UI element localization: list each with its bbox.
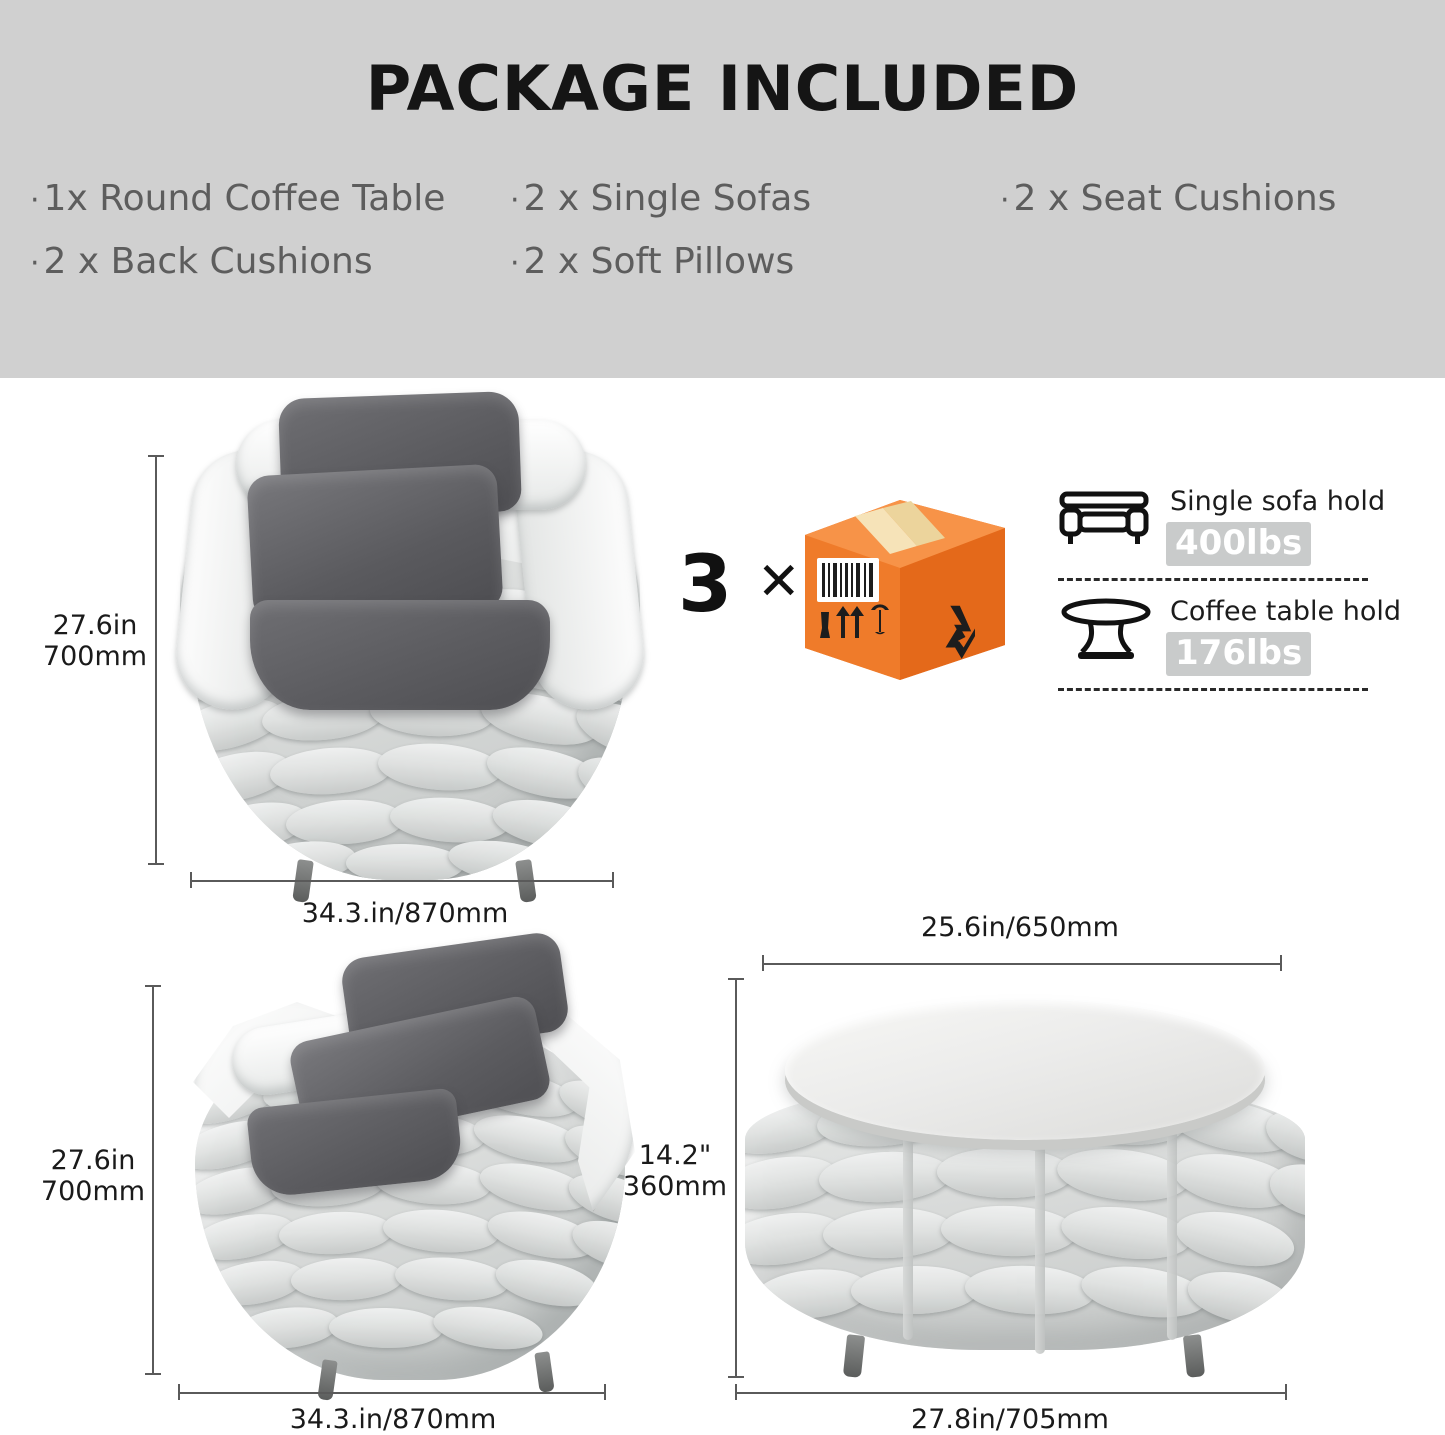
dimension-cap <box>728 978 744 980</box>
table-bottom-width-label: 27.8in/705mm <box>911 1404 1109 1435</box>
table-leg <box>843 1334 865 1378</box>
page-title: PACKAGE INCLUDED <box>365 52 1080 125</box>
single-sofa-side-view <box>145 940 665 1400</box>
seat-cushion <box>250 600 550 710</box>
spec-divider <box>1058 578 1368 581</box>
chair-side-width-label: 34.3.in/870mm <box>289 1404 497 1435</box>
list-item-label: 2 x Soft Pillows <box>523 241 795 282</box>
package-included-header <box>0 0 1445 378</box>
table-top-width-label: 25.6in/650mm <box>921 912 1119 943</box>
package-list-row <box>30 241 1420 282</box>
dimension-cap <box>1280 955 1282 971</box>
bullet-icon: · <box>30 182 40 218</box>
list-item-label: 2 x Seat Cushions <box>1013 178 1337 219</box>
spec-label-sofa: Single sofa hold <box>1170 486 1386 517</box>
dimension-line-horizontal <box>190 880 614 882</box>
dimension-cap <box>604 1384 606 1400</box>
table-height-label: 14.2" 360mm <box>622 1140 728 1203</box>
carton-count: 3 <box>678 540 735 630</box>
list-item-label: 2 x Single Sofas <box>523 178 812 219</box>
list-item-label: 2 x Back Cushions <box>43 241 373 282</box>
list-item <box>510 241 1000 282</box>
multiply-icon: ✕ <box>757 552 803 612</box>
table-stone-top <box>785 1000 1265 1140</box>
list-item <box>30 241 510 282</box>
spec-value-table: 176lbs <box>1166 632 1311 676</box>
dimension-cap <box>148 455 164 457</box>
list-item-empty <box>1000 241 1420 282</box>
dimension-cap <box>762 955 764 971</box>
dimension-cap <box>728 1376 744 1378</box>
list-item <box>1000 178 1420 219</box>
package-list-row <box>30 178 1420 219</box>
dimension-cap <box>735 1384 737 1400</box>
list-item <box>30 178 510 219</box>
dimension-cap <box>145 1373 161 1375</box>
spec-divider <box>1058 688 1368 691</box>
table-frame-rib <box>903 1100 913 1340</box>
soft-pillow <box>246 464 503 622</box>
dimension-line-horizontal <box>762 963 1282 965</box>
round-coffee-table <box>735 970 1325 1390</box>
list-item <box>510 178 1000 219</box>
sofa-icon <box>1058 486 1150 548</box>
spec-label-table: Coffee table hold <box>1170 596 1402 627</box>
bullet-icon: · <box>30 245 40 281</box>
dimension-line-vertical <box>155 455 157 865</box>
package-list <box>30 178 1420 304</box>
dimension-line-horizontal <box>735 1392 1287 1394</box>
dimension-cap <box>145 985 161 987</box>
list-item-label: 1x Round Coffee Table <box>43 178 446 219</box>
dimension-line-vertical <box>152 985 154 1375</box>
chair-front-width-label: 34.3.in/870mm <box>301 898 509 929</box>
spec-value-sofa: 400lbs <box>1166 522 1311 566</box>
dimension-cap <box>612 872 614 888</box>
dimension-cap <box>1285 1384 1287 1400</box>
table-frame-rib <box>1167 1100 1177 1340</box>
table-frame-rib <box>1035 1106 1045 1354</box>
chair-side-height-label: 27.6in 700mm <box>40 1145 146 1208</box>
bullet-icon: · <box>510 182 520 218</box>
single-sofa-front-view <box>150 390 670 930</box>
bullet-icon: · <box>510 245 520 281</box>
dimension-cap <box>148 863 164 865</box>
dimension-line-horizontal <box>178 1392 606 1394</box>
bullet-icon: · <box>1000 182 1010 218</box>
dimension-cap <box>178 1384 180 1400</box>
round-table-icon <box>1060 596 1152 668</box>
shipping-box-icon <box>795 480 1015 700</box>
chair-front-height-label: 27.6in 700mm <box>42 610 148 673</box>
dimension-line-vertical <box>735 978 737 1378</box>
dimension-cap <box>190 872 192 888</box>
